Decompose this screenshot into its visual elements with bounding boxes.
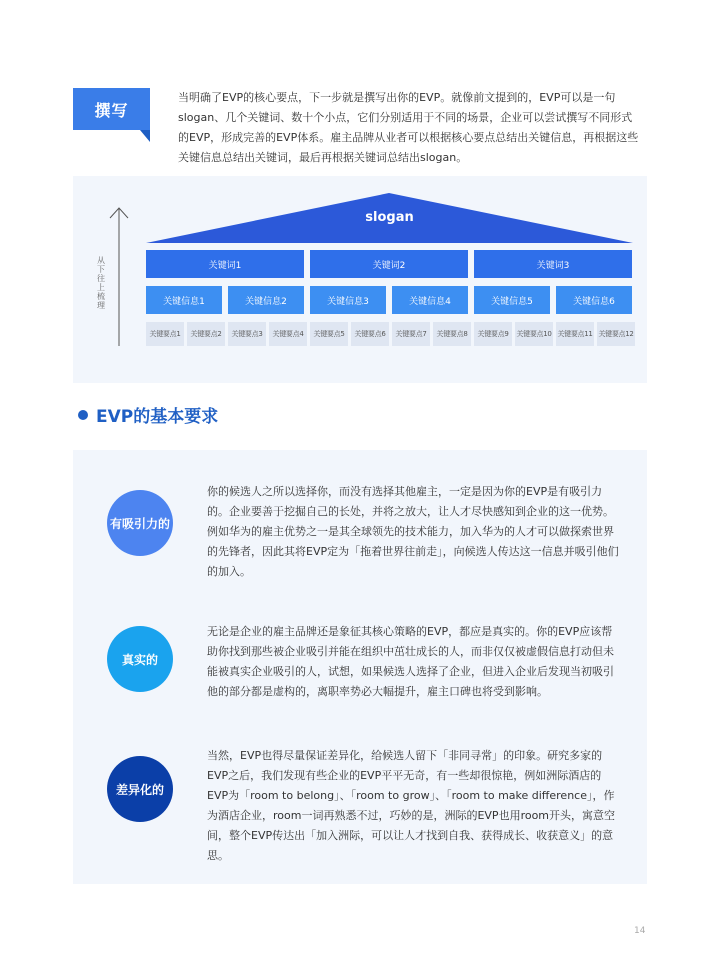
requirement-badge-differentiated — [107, 756, 173, 822]
keyword-box: 关键词3 — [474, 250, 632, 278]
key-point-box: 关键要点3 — [228, 322, 266, 346]
tag-fold-decoration — [140, 130, 150, 142]
requirement-badge-label: 有吸引力的 — [109, 516, 170, 531]
requirement-badge-label: 真实的 — [121, 652, 158, 667]
requirement-text-differentiated: 当然，EVP也得尽量保证差异化，给候选人留下「非同寻常」的印象。研究多家的EVP之后，我们发现有些企业的EVP平平无奇，有一些却很惊艳，例如洲际酒店的EVP为「room to belong」、「room to grow」、「room to make difference」，作为酒店企业，room一词再熟悉不过，巧妙的是，洲际的EVP也用room开头，寓意空间，整个EVP传达出「加入洲际，可以让人才找到自我、获得成长、收获意义」的意思。 — [207, 749, 616, 862]
slogan-label: slogan — [365, 210, 414, 225]
point-row — [146, 322, 635, 346]
key-point-box: 关键要点8 — [433, 322, 471, 346]
bullet-dot-icon — [78, 410, 88, 420]
key-point-box: 关键要点7 — [392, 322, 430, 346]
key-info-box: 关键信息6 — [556, 286, 632, 314]
key-info-box: 关键信息5 — [474, 286, 550, 314]
key-point-box: 关键要点1 — [146, 322, 184, 346]
requirement-badge-authentic — [107, 626, 173, 692]
key-point-box: 关键要点11 — [556, 322, 594, 346]
requirement-text-attractive: 你的候选人之所以选择你，而没有选择其他雇主，一定是因为你的EVP是有吸引力的。企业要善于挖掘自己的长处，并将之放大，让人才尽快感知到企业的这一优势。例如华为的雇主优势之一是其全球领先的技术能力，加入华为的人才可以做探索世界的先锋者，因此其将EVP定为「拖着世界往前走」，向候选人传达这一信息并吸引他们的加入。 — [207, 485, 619, 578]
key-point-box: 关键要点12 — [597, 322, 635, 346]
keyword-box: 关键词2 — [310, 250, 468, 278]
key-point-box: 关键要点9 — [474, 322, 512, 346]
section-tag-label: 撰写 — [94, 100, 129, 120]
key-info-box: 关键信息1 — [146, 286, 222, 314]
key-point-box: 关键要点10 — [515, 322, 553, 346]
key-point-box: 关键要点2 — [187, 322, 225, 346]
page-number: 14 — [634, 926, 646, 936]
keyword-row — [146, 250, 632, 278]
intro-paragraph: 当明确了EVP的核心要点，下一步就是撰写出你的EVP。就像前文提到的，EVP可以是一句slogan、几个关键词、数十个小点，它们分别适用于不同的场景，企业可以尝试撰写不同形式的EVP，形成完善的EVP体系。雇主品牌从业者可以根据核心要点总结出关键信息，再根据这些关键信息总结出关键词，最后再根据关键词总结出slogan。 — [178, 91, 639, 164]
requirement-badge-attractive — [107, 490, 173, 556]
requirement-text-authentic: 无论是企业的雇主品牌还是象征其核心策略的EVP，都应是真实的。你的EVP应该帮助你找到那些被企业吸引并能在组织中茁壮成长的人，而非仅仅被虚假信息打动但未能被真实企业吸引的人，试想，如果候选人选择了企业，但进入企业后发现当初吸引他的部分都是虚构的，离职率势必大幅提升，雇主口碑也将受到影响。 — [207, 625, 614, 698]
key-point-box: 关键要点5 — [310, 322, 348, 346]
key-point-box: 关键要点4 — [269, 322, 307, 346]
keyword-box: 关键词1 — [146, 250, 304, 278]
requirement-badge-label: 差异化的 — [115, 782, 164, 797]
key-point-box: 关键要点6 — [351, 322, 389, 346]
evp-structure-diagram — [73, 176, 647, 383]
axis-label: 从下往上梳理 — [97, 256, 105, 310]
key-info-box: 关键信息2 — [228, 286, 304, 314]
section-tag — [73, 88, 150, 130]
info-row — [146, 286, 632, 314]
key-info-box: 关键信息4 — [392, 286, 468, 314]
key-info-box: 关键信息3 — [310, 286, 386, 314]
section-title: EVP的基本要求 — [96, 407, 219, 427]
up-arrow-icon — [107, 206, 131, 346]
requirements-panel — [73, 450, 647, 884]
